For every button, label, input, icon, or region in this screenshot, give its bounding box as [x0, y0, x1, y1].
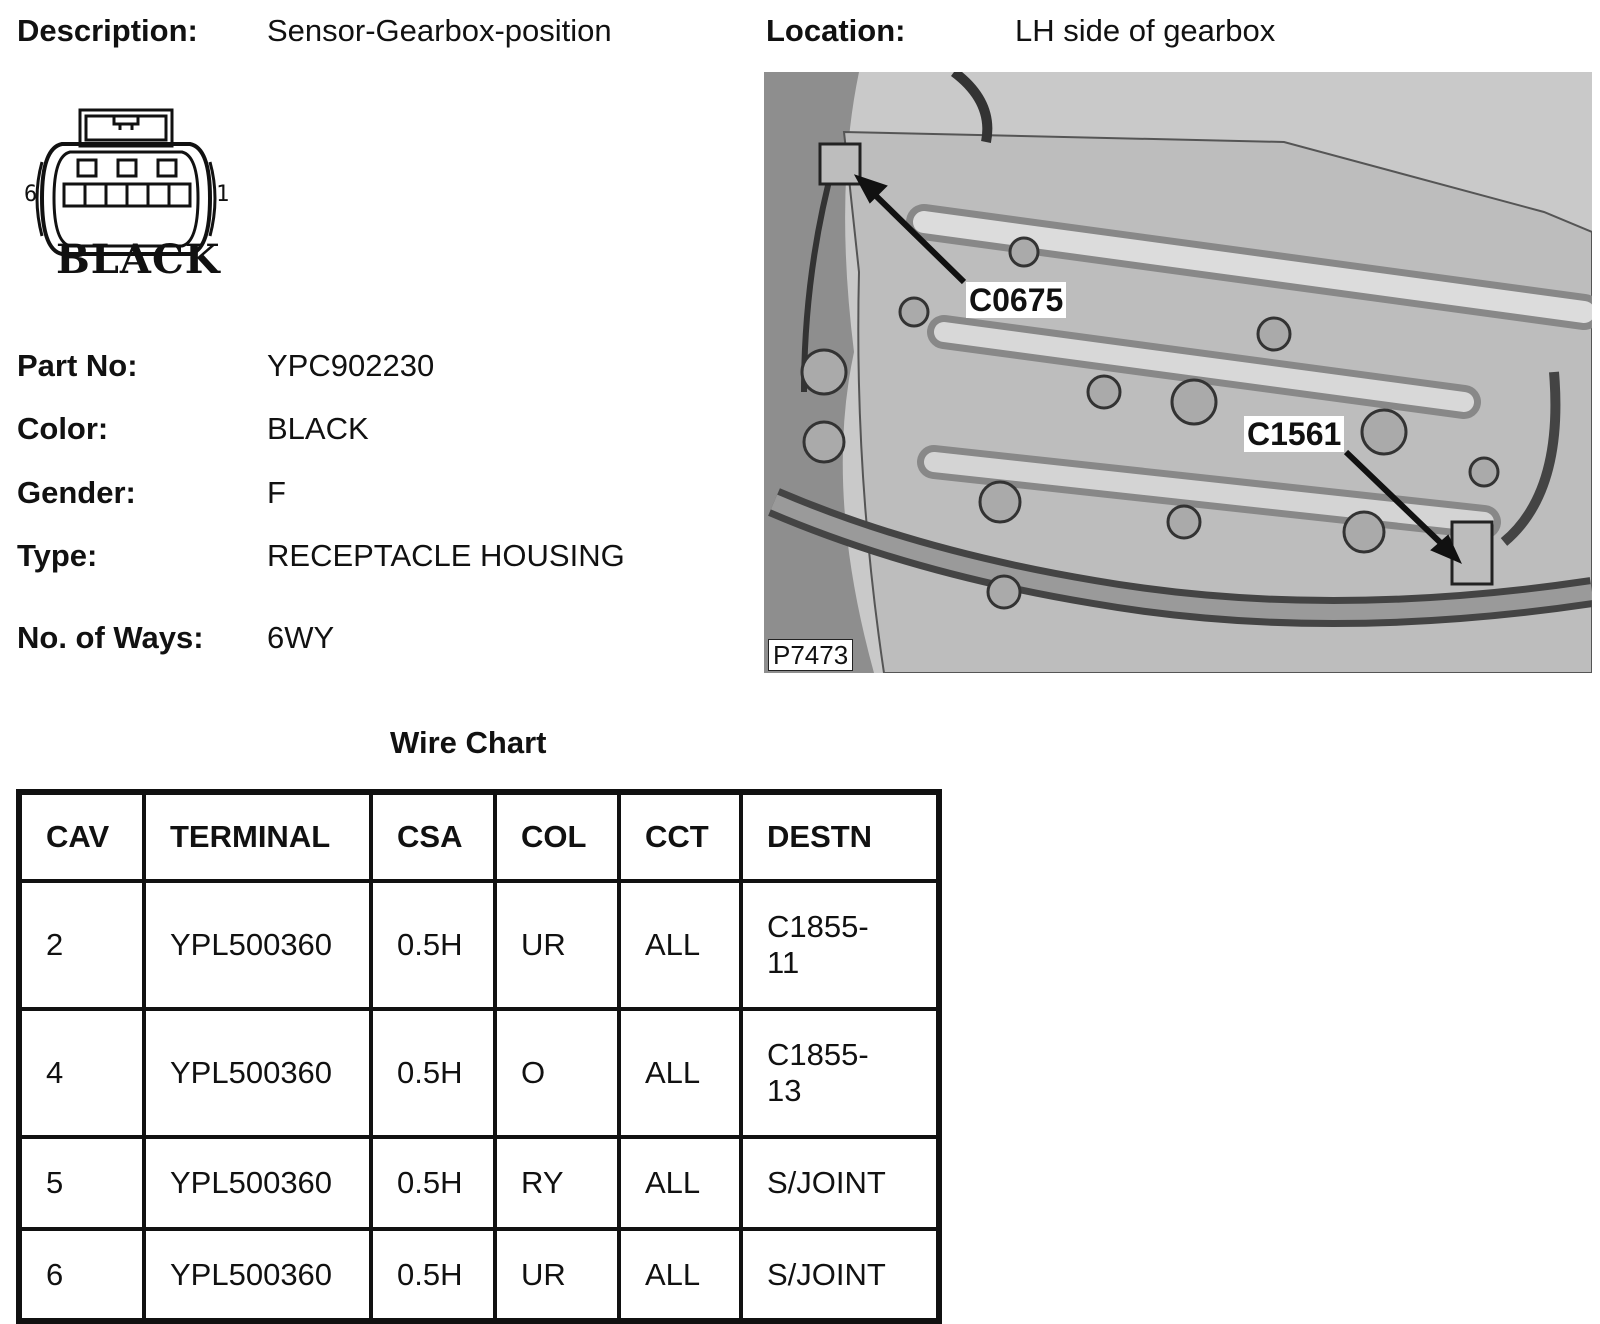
wire-chart-table [16, 789, 942, 1324]
type-label: Type: [17, 538, 98, 573]
cell-cav: 5 [19, 1137, 144, 1229]
cell-col: UR [495, 881, 619, 1009]
color-label: Color: [17, 411, 109, 446]
cell-destn: S/JOINT [741, 1229, 939, 1321]
connector-color-text: BLACK [56, 236, 221, 283]
cell-terminal: YPL500360 [144, 881, 371, 1009]
cell-destn: C1855- 11 [741, 881, 939, 1009]
cell-cav: 4 [19, 1009, 144, 1137]
table-row [19, 881, 939, 1009]
wire-chart-title: Wire Chart [390, 725, 547, 760]
cell-terminal: YPL500360 [144, 1229, 371, 1321]
callout-c0675: C0675 [966, 282, 1066, 318]
column-header-cct: CCT [619, 792, 741, 881]
pin-number-left: 6 [24, 182, 38, 207]
cell-terminal: YPL500360 [144, 1137, 371, 1229]
gender-label: Gender: [17, 475, 136, 510]
figure-id: P7473 [768, 639, 853, 671]
table-row [19, 1137, 939, 1229]
cell-col: UR [495, 1229, 619, 1321]
cell-destn: C1855- 13 [741, 1009, 939, 1137]
ways-value: 6WY [267, 620, 335, 655]
description-value: Sensor-Gearbox-position [267, 13, 612, 48]
cell-cct: ALL [619, 1009, 741, 1137]
cell-csa: 0.5H [371, 1137, 495, 1229]
color-value: BLACK [267, 411, 369, 446]
location-value: LH side of gearbox [1015, 13, 1276, 48]
type-value: RECEPTACLE HOUSING [267, 538, 625, 573]
part-no-label: Part No: [17, 348, 138, 383]
column-header-terminal: TERMINAL [144, 792, 371, 881]
description-label: Description: [17, 13, 198, 48]
callout-c1561: C1561 [1244, 416, 1344, 452]
column-header-cav: CAV [19, 792, 144, 881]
table-header-row [19, 792, 939, 881]
cell-csa: 0.5H [371, 1009, 495, 1137]
column-header-col: COL [495, 792, 619, 881]
cell-col: O [495, 1009, 619, 1137]
cell-csa: 0.5H [371, 1229, 495, 1321]
cell-destn: S/JOINT [741, 1137, 939, 1229]
part-no-value: YPC902230 [267, 348, 435, 383]
cell-cct: ALL [619, 1137, 741, 1229]
cell-cct: ALL [619, 1229, 741, 1321]
cell-cct: ALL [619, 881, 741, 1009]
ways-label: No. of Ways: [17, 620, 204, 655]
pin-number-right: 1 [216, 182, 230, 207]
cell-cav: 6 [19, 1229, 144, 1321]
location-label: Location: [766, 13, 906, 48]
column-header-destn: DESTN [741, 792, 939, 881]
table-row [19, 1009, 939, 1137]
gearbox-location-image [764, 72, 1592, 673]
table-row [19, 1229, 939, 1321]
column-header-csa: CSA [371, 792, 495, 881]
cell-cav: 2 [19, 881, 144, 1009]
gearbox-illustration [764, 72, 1592, 673]
gender-value: F [267, 475, 286, 510]
cell-col: RY [495, 1137, 619, 1229]
cell-terminal: YPL500360 [144, 1009, 371, 1137]
cell-csa: 0.5H [371, 881, 495, 1009]
